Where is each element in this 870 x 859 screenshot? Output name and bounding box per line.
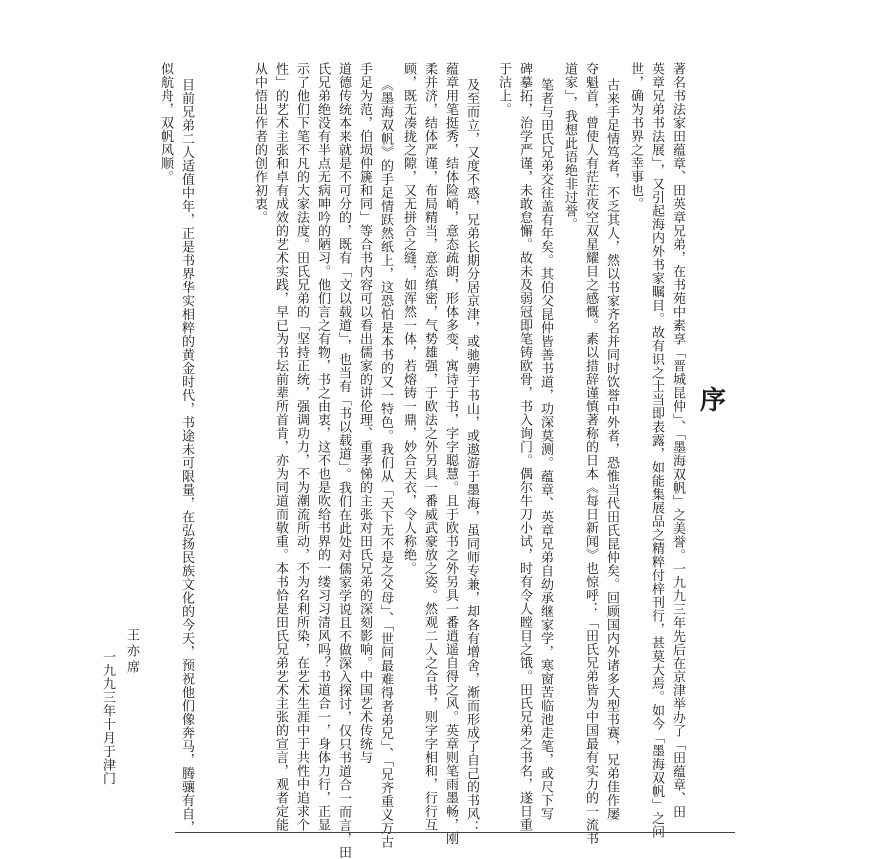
- text-column-15: 手足为范，伯埙仲篪和同」等合书内容可以看出儒家的讲伦理、重孝悌的主张对田氏兄弟的深刻影响。中国艺术传统与: [357, 62, 372, 764]
- text-column-7: 笔者与田氏兄弟交往盖有年矣。其伯父昆仲皆善书道，功深莫测。蕴章、英章兄弟自幼承继家学，寒窗苦临池走笔，或尺下写: [538, 78, 553, 821]
- page-title: 序: [700, 386, 729, 416]
- text-column-6: 道家」，我想此语绝非过誉。: [562, 62, 577, 231]
- bottom-rule: [175, 832, 735, 833]
- text-column-22: 似航舟，双帆风顺。: [158, 62, 173, 184]
- text-column-3: 世，确为书界之幸事也。: [628, 62, 643, 211]
- text-column-14: 《墨海双帆》的手足情跃然纸上，这恐怕是本书的又一特色。我们从「天下无不是之父母」、「世间最难得者弟兄」、「兄齐重义万古: [378, 78, 393, 849]
- text-column-18: 示了他们下笔不凡的大家法度。田氏兄弟的「坚持正统，强调功力，不为潮流所动，不为名利所染，在艺术生涯中于共性中追求个: [294, 62, 309, 832]
- text-column-20: 从中悟出作者的创作初衷。: [252, 62, 267, 224]
- text-column-12: 柔并济，结体严谨，布局精当，意态缜密，气势雄强，于欧法之外另具一番威武豪放之姿。然观二人之合书，则字字相和，行行互: [422, 62, 437, 832]
- text-column-16: 道德传统本来就是不可分的，既有「文以载道」，也当有「书以载道」。我们在此处对儒家学说且不做深入探讨，仅只书道合一而言，田: [336, 62, 351, 859]
- text-column-17: 氏兄弟绝没有半点无病呻吟的陋习。他们言之有物，书之由衷，这不也是吹给书界的一缕习习清风吗？书道合一，身体力行，正显: [315, 62, 330, 832]
- text-column-13: 顾，既无凑拢之隙，又无拼合之缝，如浑然一体，若熔铸一鼎，妙合天衣，令人称绝。: [401, 62, 416, 575]
- text-column-8: 碑摹拓，治学严谨，未敢怠懈。故未及弱冠即笔铸欧骨，书入询门。偶尔牛刀小试，时有令人瞠目之饿。田氏兄弟之书名，遂日重: [517, 62, 532, 832]
- text-column-5: 夺魁首，曾使人有茫茫夜空双星耀目之感慨。素以措辞谨慎著称的日本《每日新闻》也惊呼：「田氏兄弟皆为中国最有实力的一流书: [583, 62, 598, 845]
- text-column-19: 性」的艺术主张和卓有成效的艺术实践，早已为书坛前辈所首肯，亦为同道而敬重。本书恰是田氏兄弟艺术主张的宣言，观者定能: [273, 62, 288, 832]
- text-column-10: 及至而立，又度不惑，兄弟长期分居京津，或驰骋于书山，或遨游于墨海，虽同师专兼，却各有增舍，渐而形成了自己的书风：: [464, 78, 479, 834]
- text-column-4: 古来手足情笃者，不乏其人，然以书家齐名并同时饮誉中外者，恐惟当代田氏昆仲矣。回顾国内外诸多大型书赛，兄弟佳作屡: [604, 78, 619, 821]
- text-column-21: 目前兄弟二人适值中年，正是书界华实相粹的黄金时代，书途未可限量，在弘扬民族文化的今天，预祝他们像奔马，腾骧有自，: [179, 78, 194, 834]
- text-column-9: 于沽上。: [496, 62, 511, 116]
- text-column-2: 英章兄弟书法展」，又引起海内外书家瞩目。故有识之士当即表露，如能集展品之精粹付梓刊行，甚莫大焉。如今「墨海双帆」之问: [649, 62, 664, 839]
- signature-author: 王亦席: [124, 628, 139, 676]
- signature-date: 一九九三年十月于津门: [100, 650, 115, 785]
- text-column-1: 著名书法家田蕴章、田英章兄弟，在书苑中素享「晋城昆仲」、「墨海双帆」之美誉。一九九三年先后在京津举办了「田蕴章、田: [670, 62, 685, 819]
- text-column-11: 蕴章用笔挺秀，结体险峭，意态疏朗，形体多变，寓诗于书，字字聪慧。且于欧书之外另具一番逍遥自得之风。英章则笔雨墨畅，刚: [443, 62, 458, 845]
